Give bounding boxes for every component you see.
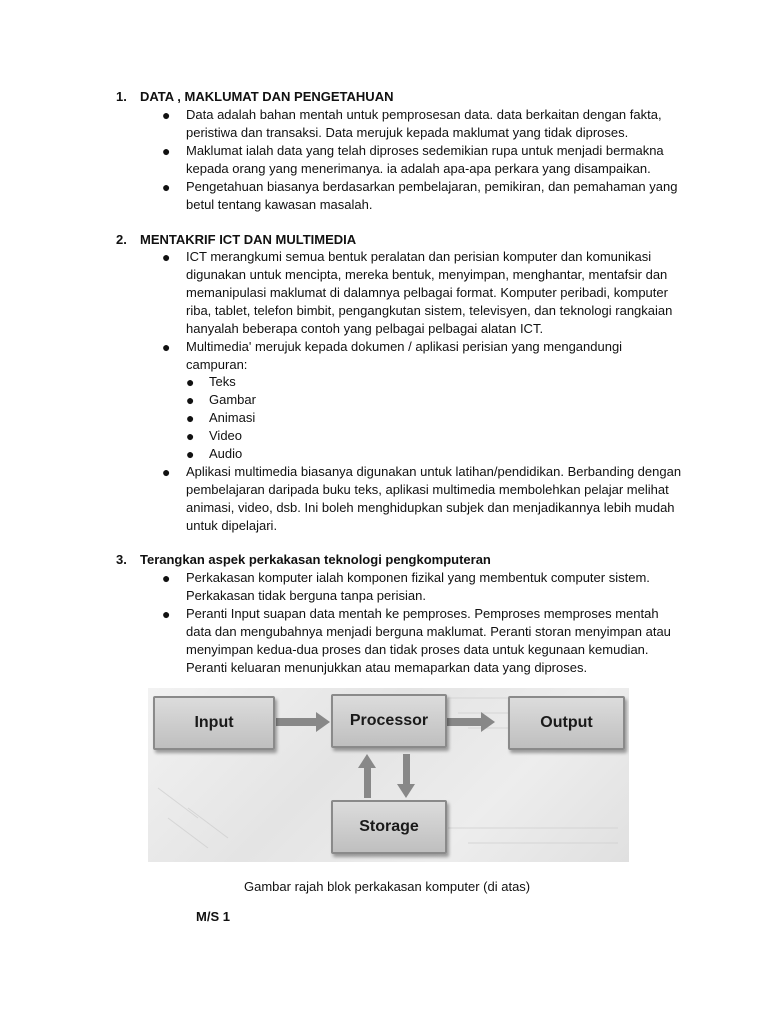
output-box: Output	[508, 696, 625, 750]
sub-bullet-icon: ●	[186, 428, 195, 444]
sub-item: Gambar	[209, 392, 256, 407]
section-1-title: DATA , MAKLUMAT DAN PENGETAHUAN	[140, 89, 394, 104]
section-2-bullet-multimedia: Multimedia' merujuk kepada dokumen / aplikasi perisian yang mengandungi campuran:	[186, 339, 623, 372]
sub-bullet-icon: ●	[186, 392, 195, 408]
arrow-processor-output-shaft	[441, 718, 481, 726]
bullet-icon: ●	[162, 606, 171, 622]
section-1-bullet-3: Pengetahuan biasanya berdasarkan pembelajaran, pemikiran, dan pemahaman yang betul tentang kawasan masalah.	[186, 179, 678, 212]
section-1-bullet-1: Data adalah bahan mentah untuk pemprosesan data. data berkaitan dengan fakta, peristiwa dan transaksi. Data merujuk kepada maklumat yang tidak diproses.	[186, 107, 662, 140]
arrow-storage-processor-head	[358, 754, 376, 768]
bullet-icon: ●	[162, 464, 171, 480]
section-3-number: 3.	[116, 552, 127, 567]
arrow-processor-storage-head	[397, 784, 415, 798]
section-3-bullet-hardware: Perkakasan komputer ialah komponen fizikal yang membentuk computer sistem. Perkakasan tidak berguna tanpa perisian.	[186, 570, 650, 603]
section-2-number: 2.	[116, 232, 127, 247]
arrow-input-processor-head	[316, 712, 330, 732]
section-2-bullet-application: Aplikasi multimedia biasanya digunakan untuk latihan/pendidikan. Berbanding dengan pembelajaran daripada buku teks, aplikasi multimedia membolehkan pelajar melihat animasi, video, dsb. Ini boleh menghidupkan subjek dan menjadikannya lebih mudah untuk dipelajari.	[186, 464, 682, 533]
arrow-processor-output-head	[481, 712, 495, 732]
processor-box: Processor	[331, 694, 447, 748]
sub-bullet-icon: ●	[186, 374, 195, 390]
storage-box: Storage	[331, 800, 447, 854]
bullet-icon: ●	[162, 179, 171, 195]
section-1-bullet-2: Maklumat ialah data yang telah diproses sedemikian rupa untuk menjadi bermakna kepada orang yang menerimanya. ia adalah apa-apa perkara yang disampaikan.	[186, 143, 664, 176]
bullet-icon: ●	[162, 570, 171, 586]
bullet-icon: ●	[162, 249, 171, 265]
section-2-title: MENTAKRIF ICT DAN MULTIMEDIA	[140, 232, 357, 247]
section-3-title: Terangkan aspek perkakasan teknologi pengkomputeran	[140, 552, 491, 567]
bullet-icon: ●	[162, 143, 171, 159]
sub-item: Teks	[209, 374, 236, 389]
page-number: M/S 1	[196, 909, 230, 924]
sub-item: Video	[209, 428, 243, 443]
section-1-number: 1.	[116, 89, 127, 104]
sub-bullet-icon: ●	[186, 446, 195, 462]
section-2-bullet-ict: ICT merangkumi semua bentuk peralatan dan perisian komputer dan komunikasi digunakan untuk mencipta, mereka bentuk, menyimpan, menghantar, mentafsir dan memanipulasi maklumat di dalamnya pelbagai format. Komputer peribadi, komputer riba, tablet, telefon bimbit, pengangkutan sistem, televisyen, dan teknologi rangkaian hanyalah beberapa contoh yang pelbagai pelbagai alatan ICT.	[186, 249, 673, 336]
sub-item: Audio	[209, 446, 243, 461]
arrow-processor-storage-shaft	[403, 754, 410, 784]
bullet-icon: ●	[162, 339, 171, 355]
arrow-storage-processor-shaft	[364, 768, 371, 798]
diagram-caption: Gambar rajah blok perkakasan komputer (di atas)	[244, 879, 531, 894]
sub-item: Animasi	[209, 410, 256, 425]
input-box: Input	[153, 696, 275, 750]
arrow-input-processor-shaft	[276, 718, 316, 726]
section-3-bullet-devices: Peranti Input suapan data mentah ke pemproses. Pemproses memproses mentah data dan mengubahnya menjadi berguna maklumat. Peranti storan menyimpan atau menyimpan kedua-dua proses dan tidak proses data untuk kegunaan kemudian. Peranti keluaran menunjukkan atau memaparkan data yang diproses.	[186, 606, 671, 675]
block-diagram	[148, 688, 629, 862]
sub-bullet-icon: ●	[186, 410, 195, 426]
bullet-icon: ●	[162, 107, 171, 123]
